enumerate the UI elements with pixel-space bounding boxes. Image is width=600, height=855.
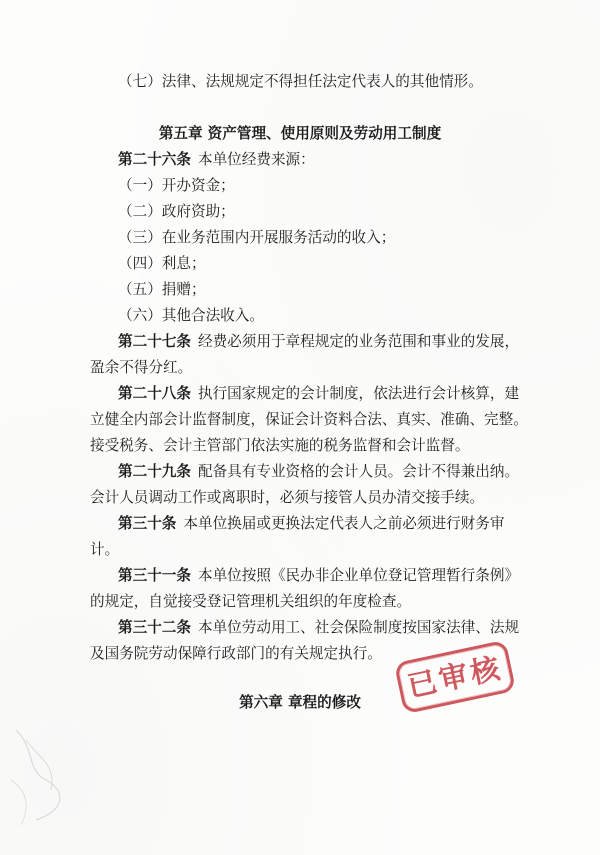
article-text: 经费必须用于章程规定的业务范围和事业的发展， <box>197 333 520 350</box>
article-text: 本单位劳动用工、社会保险制度按国家法律、法规 <box>197 619 520 636</box>
item-text: （五）捐赠； <box>118 281 206 298</box>
item-text: （一）开办资金； <box>118 177 235 194</box>
approval-stamp: 已审核 <box>394 640 516 715</box>
article-continuation <box>0 589 600 615</box>
list-item <box>0 251 600 277</box>
article-continuation <box>0 407 600 433</box>
list-item <box>0 69 600 95</box>
list-item <box>0 173 600 199</box>
article-text: 本单位换届或更换法定代表人之前必须进行财务审 <box>183 515 505 532</box>
article-text: 接受税务、会计主管部门依法实施的税务监督和会计监督。 <box>90 437 470 454</box>
item-text: （七）法律、法规规定不得担任法定代表人的其他情形。 <box>118 73 483 90</box>
article-text: 会计人员调动工作或离职时，必须与接管人员办清交接手续。 <box>90 489 485 506</box>
article-text: 立健全内部会计监督制度，保证会计资料合法、真实、准确、完整。 <box>90 411 528 428</box>
article-line <box>0 615 600 641</box>
article-number: 第二十六条 <box>118 151 191 168</box>
article-continuation <box>0 485 600 511</box>
article-line <box>0 147 600 173</box>
item-text: （四）利息； <box>118 255 206 272</box>
article-text: 计。 <box>90 541 120 558</box>
article-number: 第三十条 <box>118 515 177 532</box>
article-number: 第二十七条 <box>118 333 191 350</box>
document-body <box>0 69 600 716</box>
item-text: （二）政府资助； <box>118 203 235 220</box>
item-text: （三）在业务范围内开展服务活动的收入； <box>118 229 396 246</box>
article-text: 执行国家规定的会计制度，依法进行会计核算，建 <box>197 385 520 402</box>
article-text: 及国务院劳动保障行政部门的有关规定执行。 <box>90 645 382 662</box>
scan-artifact <box>6 720 86 830</box>
article-line <box>0 511 600 537</box>
article-number: 第二十九条 <box>118 463 191 480</box>
article-number: 第二十八条 <box>118 385 191 402</box>
article-text: 本单位经费来源： <box>197 151 315 168</box>
list-item <box>0 277 600 303</box>
chapter-heading: 第六章 章程的修改 <box>239 694 361 711</box>
article-line <box>0 381 600 407</box>
list-item <box>0 225 600 251</box>
article-number: 第三十一条 <box>118 567 191 584</box>
article-continuation <box>0 537 600 563</box>
article-line <box>0 329 600 355</box>
article-text: 本单位按照《民办非企业单位登记管理暂行条例》 <box>197 567 520 584</box>
article-line <box>0 459 600 485</box>
article-continuation <box>0 433 600 459</box>
item-text: （六）其他合法收入。 <box>118 307 264 324</box>
list-item <box>0 199 600 225</box>
article-line <box>0 563 600 589</box>
article-text: 盈余不得分红。 <box>90 359 193 376</box>
article-text: 配备具有专业资格的会计人员。会计不得兼出纳。 <box>197 463 520 480</box>
list-item <box>0 303 600 329</box>
chapter-heading: 第五章 资产管理、使用原则及劳动用工制度 <box>158 125 442 142</box>
article-continuation <box>0 355 600 381</box>
article-text: 的规定，自觉接受登记管理机关组织的年度检查。 <box>90 593 412 610</box>
article-number: 第三十二条 <box>118 619 191 636</box>
